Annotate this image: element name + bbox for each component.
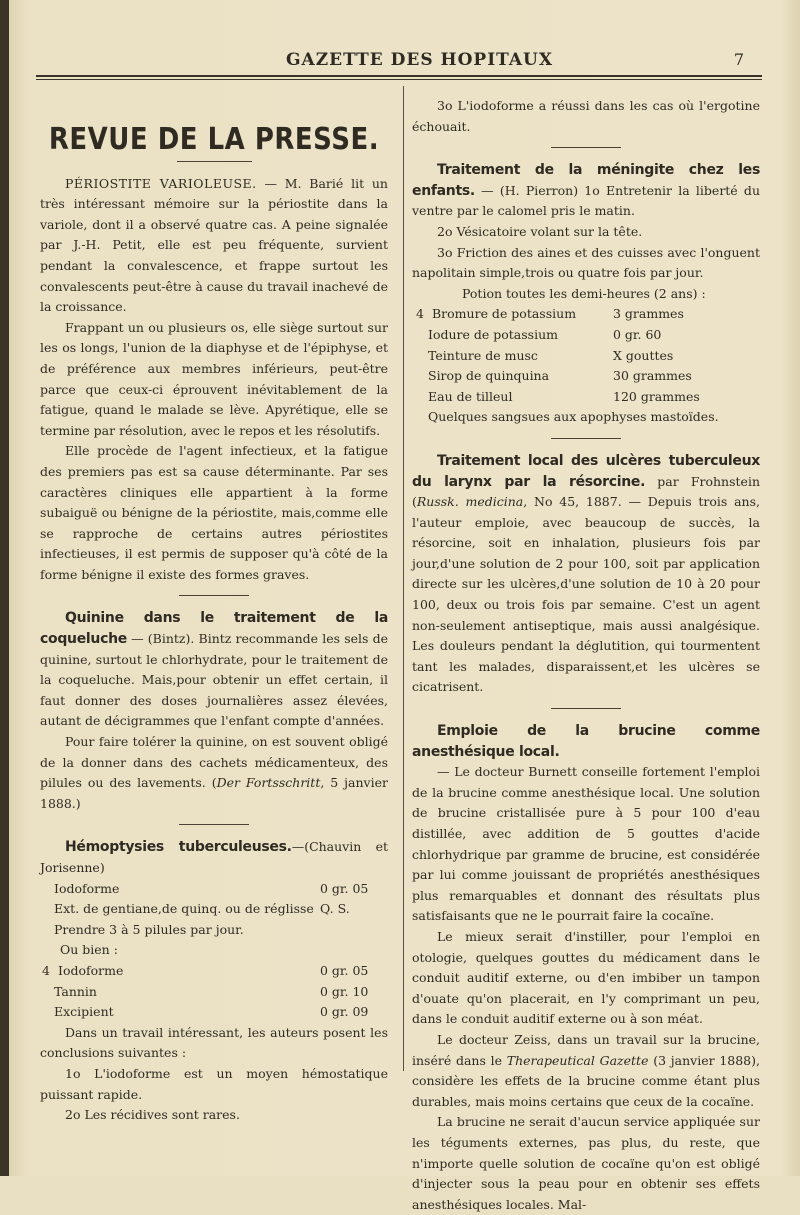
prescription-line [428,387,760,408]
separator-rule [179,595,249,596]
article-quinine [40,608,388,732]
ingredient: Eau de tilleul [428,388,513,404]
article-heading: Traitement de la méningite chez les enfants. [412,162,760,199]
source-journal: Russk. medicina [416,494,524,510]
source-journal: Therapeutical Gazette [506,1052,649,1068]
article-meningite [412,160,760,222]
ingredient: Iodure de potassium [428,326,558,342]
paragraph: , No 45, 1887. — Depuis trois ans, l'auteur emploie, avec beaucoup de succès, la résorcine, soit en inhalation, plusieurs fois par jour,d'une solution de 2 pour 100, soit par application directe sur les ulcères,d'une solution de 10 à 20 pour 100, deux ou trois fois par semaine. C'est un agent non-seulement antiseptique, mais aussi analgésique. Les douleurs pendant la déglutition, qui tourmentent tant les malades, disparaissent,et les ulcères se cicatrisent. [412,494,760,695]
dose: 0 gr. 09 [320,1004,369,1020]
paragraph-text: Pour faire tolérer la quinine, on est souvent obligé de la donner dans des cachets médicamenteux, des pilules ou des lavements. ( [40,734,388,791]
source-date: , 5 janvier 1888.) [40,775,388,811]
page-header [36,48,762,78]
paragraph: — (H. Pierron) 1o Entretenir la liberté du ventre par le calomel pris le matin. [412,182,760,219]
prescription-note: Quelques sangsues aux apophyses mastoïdes. [428,409,719,425]
prescription-line [54,1002,388,1023]
article-larynx [412,451,760,698]
paragraph: Elle procède de l'agent infectieux, et la fatigue des premiers pas est sa cause déterminante. Par ses caractères cliniques elle appartient à la forme subaiguë ou bénigne de la périostite, mais,comme elle se rapproche de certains autres périostites infectieuses, il est permis de supposer qu'à côté de la forme bénigne il existe des formes graves. [40,443,388,582]
article-periostite [40,174,388,318]
article-heading: Emploie de la brucine comme anesthésique local. [412,723,760,760]
running-title: GAZETTE DES HOPITAUX [286,50,554,70]
left-column [40,96,388,1126]
dose: X gouttes [613,347,674,363]
ingredient: Excipient [54,1004,114,1020]
dose: 0 gr. 05 [320,880,369,896]
prescription-line [428,366,760,387]
prescription-instruction: Prendre 3 à 5 pilules par jour. [54,921,244,937]
paragraph-with-source [412,1030,760,1112]
dose: 0 gr. 60 [613,326,662,342]
prescription-line [54,879,388,900]
conclusion-item: 2o Les récidives sont rares. [65,1107,240,1123]
page-number: 7 [733,50,744,69]
binding-edge [0,0,9,1176]
conclusion-item: 3o L'iodoforme a réussi dans les cas où l'ergotine échouait. [412,98,760,134]
article-heading: Traitement local des ulcères tuberculeux du larynx par la résorcine. [412,452,760,490]
separator-rule [551,708,621,709]
dose: Q. S. [320,901,350,917]
paragraph: Frappant un ou plusieurs os, elle siège surtout sur les os longs, l'union de la diaphyse et de l'épiphyse, et de préférence aux membres inférieurs, peut-être parce que ceux-ci éprouvent inévitablement de la fatigue, quand le malade se lève. Apyrétique, elle se termine par résolution, avec le repos et les résolutifs. [40,319,388,438]
paragraph: — M. Barié lit un très intéressant mémoire sur la périostite dans la variole, dont il a observé quatre cas. A peine signalée par J.-H. Petit, elle est peu fréquente, survient pendant la convalescence, et frappe surtout les convalescents peut-être à cause du travail inachevé de la croissance. [40,175,388,315]
recipe-symbol: 4 [416,306,424,322]
ingredient: Iodoforme [58,962,124,978]
paragraph: Dans un travail intéressant, les auteurs posent les conclusions suivantes : [40,1024,388,1061]
ingredient: Tannin [54,983,97,999]
right-column [412,96,760,1215]
paragraph: La brucine ne serait d'aucun service appliquée sur les téguments externes, pas plus, du reste, que n'importe quelle solution de cocaïne qu'on est obligé d'injecter sous la peau pour en obtenir ses effets anesthésiques locales. Mal- [412,1114,760,1212]
prescription-line [54,982,388,1003]
paragraph: — Le docteur Burnett conseille fortement l'emploi de la brucine comme anesthésique local. Une solution de brucine cristallisée pure à 5 pour 100 d'eau distillée, avec addition de 5 gouttes d'acide chlorhydrique par gramme de brucine, est considérée par lui comme jouissant de propriétés anesthésiques plus remarquables et donnant des résultats plus satisfaisants que ne le pourrait faire la cocaïne. [412,764,760,924]
recipe-symbol: 4 [42,962,50,978]
source-prefix: par Frohnstein ( [412,473,760,510]
header-rule [36,75,762,80]
article-heading: Quinine dans le traitement de la coqueluche [40,610,388,648]
prescription-line [42,961,388,982]
paragraph: 3o Friction des aines et des cuisses avec l'onguent napolitain simple,trois ou quatre fois par jour. [412,244,760,281]
alternative-label: Ou bien : [60,942,118,958]
conclusion-item: 1o L'iodoforme est un moyen hémostatique puissant rapide. [40,1065,388,1102]
paragraph-with-source [40,732,388,814]
ingredient: Iodoforme [54,880,120,896]
article-heading: Hémoptysies tuberculeuses. [65,839,292,856]
dose: 30 grammes [613,368,692,384]
prescription-line [428,325,760,346]
dose: 3 grammes [613,306,684,322]
ingredient: Teinture de musc [428,347,538,363]
title-rule [177,161,252,162]
article-authors: —(Chauvin et Jorisenne) [40,839,388,875]
paragraph-text: Le docteur Zeiss, dans un travail sur la brucine, inséré dans le [412,1031,760,1068]
ingredient: Sirop de quinquina [428,368,550,384]
prescription-line [428,346,760,367]
article-heading: PÉRIOSTITE VARIOLEUSE. [65,175,257,191]
dose: 0 gr. 05 [320,962,369,978]
dose: 0 gr. 10 [320,983,369,999]
potion-line: Potion toutes les demi-heures (2 ans) : [462,285,706,301]
prescription-line [416,304,760,325]
prescription-2 [412,304,760,428]
ingredient: Ext. de gentiane,de quinq. ou de réglisse [54,901,314,917]
dose: 120 grammes [613,388,700,404]
paragraph: Le mieux serait d'instiller, pour l'emploi en otologie, quelques gouttes du médicament dans le conduit auditif externe, ou d'en imbiber un tampon d'ouate qu'on placerait, en l'y comprimant un peu, dans le conduit auditif externe ou à son méat. [412,928,760,1027]
paragraph: 2o Vésicatoire volant sur la tête. [437,223,643,239]
separator-rule [551,438,621,439]
prescription-1 [40,879,388,1023]
article-brucine [412,721,760,762]
source-journal: Der Fortsschritt [216,775,321,791]
paragraph: — (Bintz). Bintz recommande les sels de quinine, surtout le chlorhydrate, pour le traitement de la coqueluche. Mais,pour obtenir un effet certain, il faut donner des doses journalières assez élevées, autant de décigrammes que l'enfant compte d'années. [40,631,388,729]
ingredient: Bromure de potassium [432,306,577,322]
separator-rule [551,147,621,148]
separator-rule [179,824,249,825]
article-hemoptysies [40,837,388,878]
prescription-line [54,899,388,920]
section-title: REVUE DE LA PRESSE. [48,122,380,158]
column-divider [403,86,404,1071]
paragraph-text: (3 janvier 1888), considère les effets de la brucine comme étant plus durables, mais moins certains que ceux de la cocaïne. [412,1052,760,1109]
